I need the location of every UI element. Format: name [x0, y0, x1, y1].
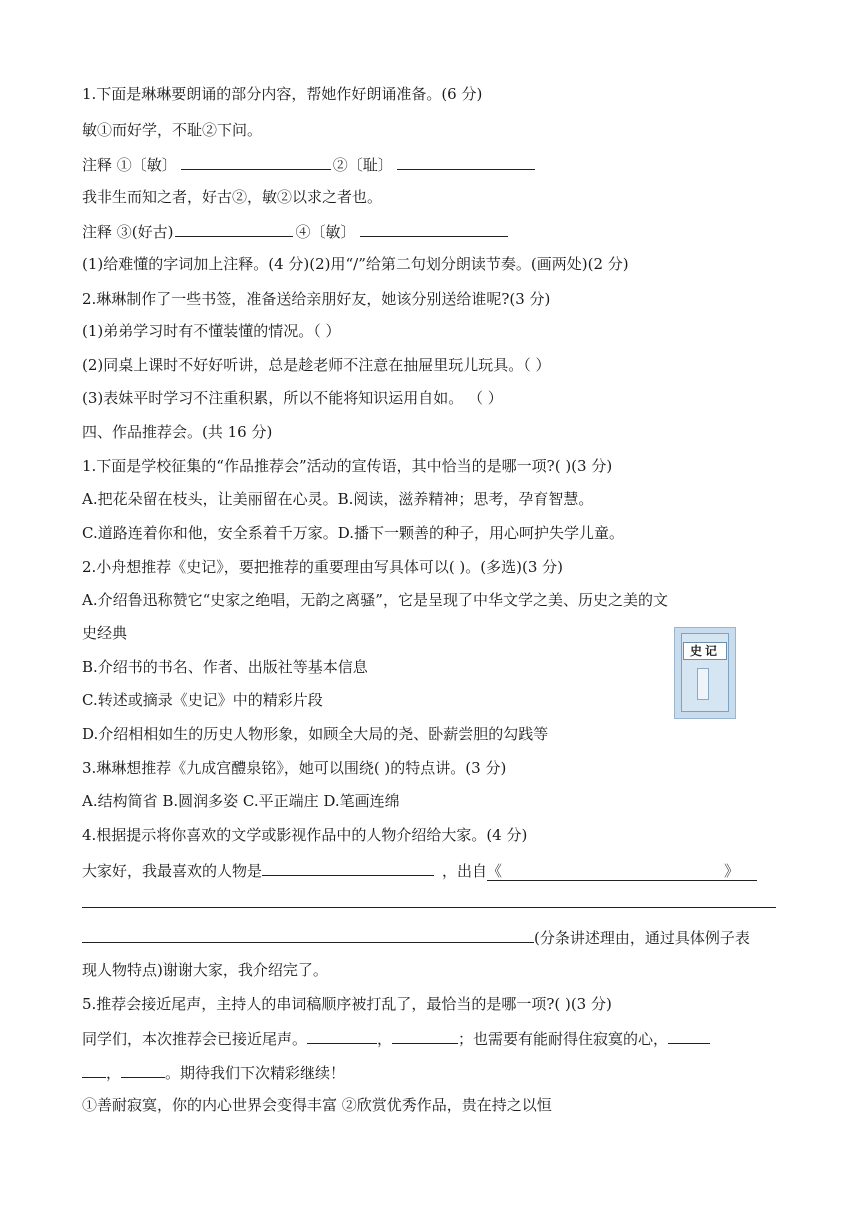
host-script-text-1: 同学们，本次推荐会已接近尾声。	[82, 1030, 308, 1048]
question-4-4-prompt: 4.根据提示将你喜欢的文学或影视作品中的人物介绍给大家。(4 分)	[82, 826, 528, 844]
bookmark-item-2: (2)同桌上课时不好好听讲，总是趁老师不注意在抽屉里玩儿玩具。（ ）	[82, 356, 551, 374]
host-script-text-3: ；也需要有能耐得住寂寞的心，	[458, 1030, 669, 1048]
section-4-heading: 四、作品推荐会。(共 16 分)	[82, 423, 273, 441]
question-4-1-options-ab: A.把花朵留在枝头，让美丽留在心灵。B.阅读，滋养精神；思考，孕育智慧。	[82, 490, 594, 508]
classical-sentence-1: 敏①而好学，不耻②下问。	[82, 121, 263, 139]
question-4-2-option-b: B.介绍书的书名、作者、出版社等基本信息	[82, 658, 368, 676]
question-4-2-option-a-line2: 史经典	[82, 624, 128, 642]
favorite-character-blank[interactable]	[262, 859, 434, 876]
host-script-blank-3-cont[interactable]	[82, 1061, 106, 1078]
host-script-blank-1[interactable]	[307, 1027, 377, 1044]
annotation-label-3: 注释 ③(好古)	[82, 223, 174, 241]
annotation-blank-3[interactable]	[175, 220, 293, 237]
host-script-blank-3[interactable]	[668, 1027, 710, 1044]
classical-sentence-2: 我非生而知之者，好古②，敏②以求之者也。	[82, 188, 383, 206]
answer-line-2[interactable]	[82, 926, 534, 943]
host-script-items: ①善耐寂寞，你的内心世界会变得丰富 ②欣赏优秀作品，贵在持之以恒	[82, 1096, 552, 1114]
host-script-text-4: ，	[106, 1064, 122, 1082]
book-cover-strip	[697, 668, 709, 700]
book-title-close: 》	[724, 862, 740, 880]
work-title-field[interactable]	[487, 862, 757, 881]
question-3-2-prompt: 2.琳琳制作了一些书签，准备送给亲朋好友，她该分别送给谁呢?(3 分)	[82, 290, 551, 308]
question-4-5-prompt: 5.推荐会接近尾声，主持人的串词稿顺序被打乱了，最恰当的是哪一项?( )(3 分)	[82, 995, 612, 1013]
host-script-line-1	[82, 1027, 710, 1049]
annotation-line-1	[82, 153, 535, 175]
annotation-label-4: ④〔敏〕	[295, 223, 356, 241]
question-4-2-option-c: C.转述或摘录《史记》中的精彩片段	[82, 691, 323, 709]
question-4-1-prompt: 1.下面是学校征集的“作品推荐会”活动的宣传语，其中恰当的是哪一项?( )(3 分)	[82, 457, 613, 475]
bookmark-item-1: (1)弟弟学习时有不懂装懂的情况。（ ）	[82, 322, 341, 340]
answer-line-1[interactable]	[82, 907, 776, 908]
annotation-blank-4[interactable]	[360, 220, 508, 237]
book-cover-title: 史记	[683, 642, 727, 660]
question-4-1-options-cd: C.道路连着你和他，安全系着千万家。D.播下一颗善的种子，用心呵护失学儿童。	[82, 524, 624, 542]
question-4-2-option-d: D.介绍相相如生的历史人物形象，如顾全大局的尧、卧薪尝胆的勾践等	[82, 725, 549, 743]
reason-instruction-text: (分条讲述理由，通过具体例子表	[534, 929, 750, 947]
intro-closing-line: 现人物特点)谢谢大家，我介绍完了。	[82, 961, 328, 979]
host-script-blank-4[interactable]	[121, 1061, 165, 1078]
question-3-1-prompt: 1.下面是琳琳要朗诵的部分内容，帮她作好朗诵准备。(6 分)	[82, 85, 483, 103]
host-script-text-2: ，	[377, 1030, 393, 1048]
reason-instruction-line	[82, 926, 750, 948]
question-3-1-tasks: (1)给难懂的字词加上注释。(4 分)(2)用“/”给第二句划分朗读节奏。(画两处)(2 分)	[82, 255, 629, 273]
annotation-blank-2[interactable]	[397, 153, 535, 170]
annotation-label-1: 注释 ①〔敏〕	[82, 156, 177, 174]
book-title-open: 《	[487, 862, 503, 880]
question-4-2-option-a-line1: A.介绍鲁迅称赞它“史家之绝唱，无韵之离骚”，它是呈现了中华文学之美、历史之美的文	[82, 591, 668, 609]
bookmark-item-3: (3)表妹平时学习不注重积累，所以不能将知识运用自如。 （ ）	[82, 389, 503, 407]
host-script-text-5: 。期待我们下次精彩继续！	[165, 1064, 346, 1082]
annotation-line-2	[82, 220, 508, 242]
question-4-2-prompt: 2.小舟想推荐《史记》，要把推荐的重要理由写具体可以( )。(多选)(3 分)	[82, 558, 564, 576]
host-script-blank-2[interactable]	[392, 1027, 458, 1044]
host-script-line-2	[82, 1061, 345, 1083]
annotation-blank-1[interactable]	[181, 153, 331, 170]
question-4-3-options: A.结构简省 B.圆润多姿 C.平正端庄 D.笔画连绵	[82, 792, 400, 810]
intro-text-favorite: 大家好，我最喜欢的人物是	[82, 862, 263, 880]
intro-text-source: ，出自	[442, 862, 488, 880]
question-4-3-prompt: 3.琳琳想推荐《九成宫醴泉铭》，她可以围绕( )的特点讲。(3 分)	[82, 759, 507, 777]
shiji-book-cover-image	[674, 627, 736, 719]
character-intro-line	[82, 859, 757, 881]
annotation-label-2: ②〔耻〕	[332, 156, 393, 174]
